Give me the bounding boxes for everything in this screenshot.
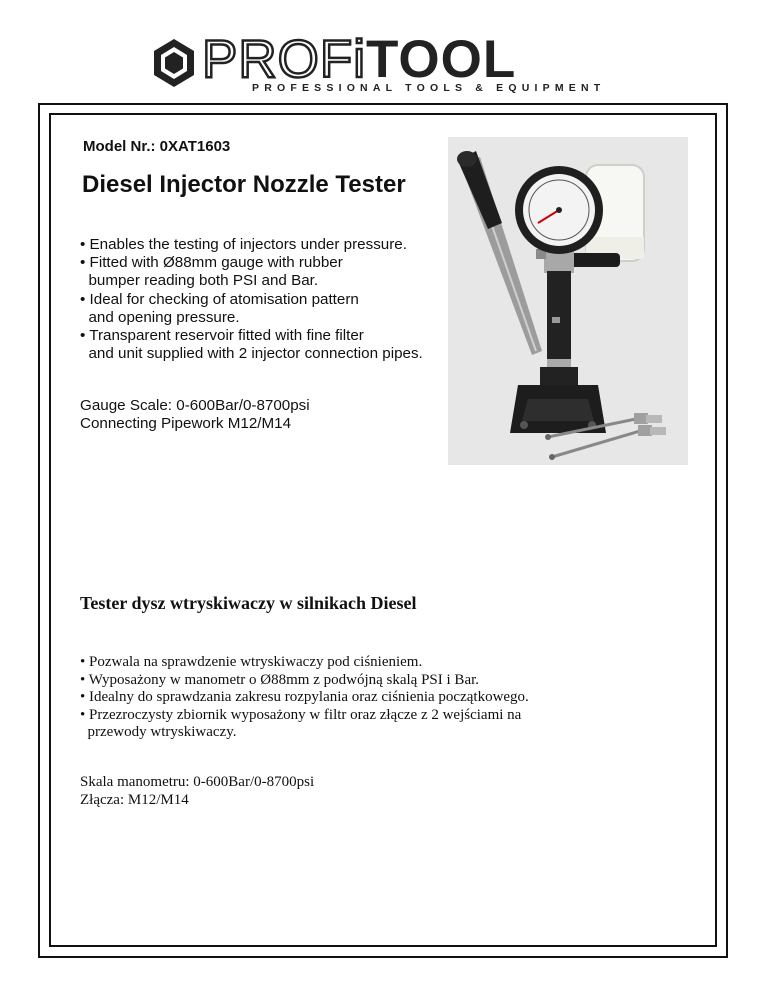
model-number: Model Nr.: 0XAT1603 — [83, 138, 231, 155]
product-photo — [448, 137, 688, 465]
injector-tester-illustration — [448, 137, 688, 465]
feature-item: • Wyposażony w manometr o Ø88mm z podwójną skalą PSI i Bar. — [80, 671, 480, 688]
brand-logo — [152, 30, 616, 98]
feature-list-en — [80, 236, 423, 363]
spec-connectors: Złącza: M12/M14 — [80, 791, 189, 808]
spec-gauge-scale: Skala manometru: 0-600Bar/0-8700psi — [80, 774, 315, 790]
feature-item: • Przezroczysty zbiornik wyposażony w filtr oraz złącze z 2 wejściami na przewody wtryskiwaczy. — [80, 706, 522, 741]
brand-tagline: PROFESSIONAL TOOLS & EQUIPMENT — [252, 82, 606, 94]
brand-name-dark: TOOL — [366, 30, 517, 89]
product-title-en: Diesel Injector Nozzle Tester — [82, 171, 406, 198]
specs-pl — [80, 774, 314, 809]
feature-item: • Pozwala na sprawdzenie wtryskiwaczy pod ciśnieniem. — [80, 654, 423, 670]
feature-item: • Enables the testing of injectors under pressure. — [80, 236, 407, 253]
brand-wordmark — [202, 32, 516, 88]
feature-item: • Fitted with Ø88mm gauge with rubber bumper reading both PSI and Bar. — [80, 254, 343, 290]
feature-list-pl — [80, 654, 529, 742]
brand-name-light: PROFi — [202, 30, 366, 89]
feature-item: • Idealny do sprawdzania zakresu rozpylania oraz ciśnienia początkowego. — [80, 689, 529, 706]
spec-gauge-scale: Gauge Scale: 0-600Bar/0-8700psi — [80, 397, 310, 414]
specs-en — [80, 397, 310, 433]
spec-pipework: Connecting Pipework M12/M14 — [80, 415, 292, 433]
product-title-pl: Tester dysz wtryskiwaczy w silnikach Diesel — [80, 593, 417, 613]
feature-item: • Ideal for checking of atomisation pattern and opening pressure. — [80, 290, 359, 326]
feature-item: • Transparent reservoir fitted with fine filter and unit supplied with 2 injector connection pipes. — [80, 327, 423, 363]
hex-bolt-icon — [152, 38, 196, 88]
